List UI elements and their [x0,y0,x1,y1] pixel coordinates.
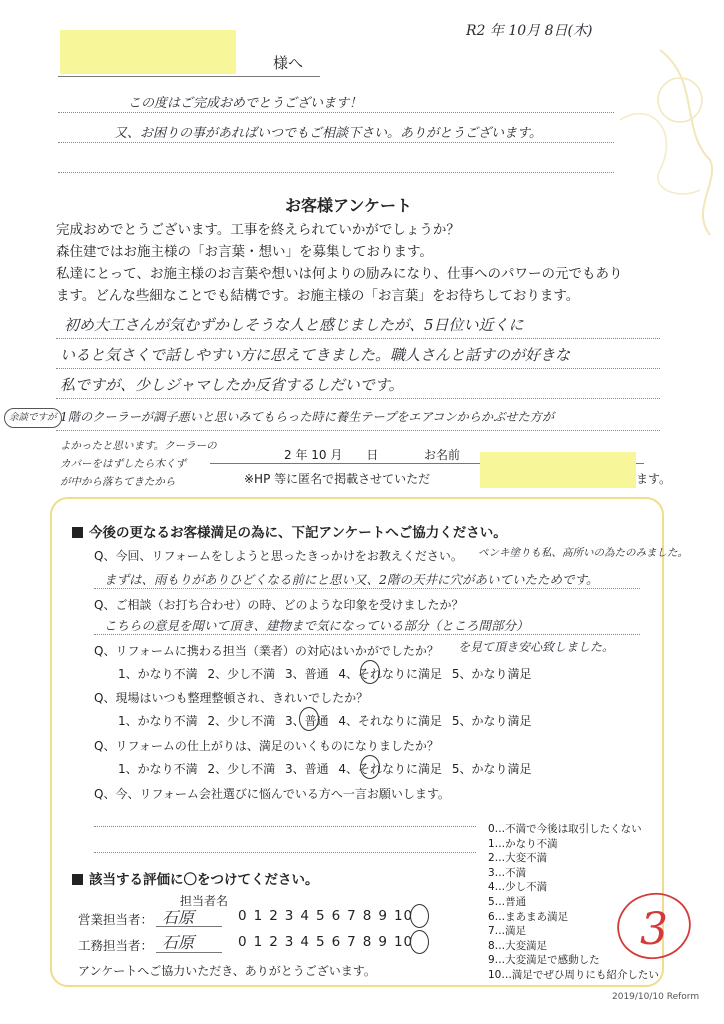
q5-selection-circle [360,755,380,779]
question-4: Q、現場はいつも整理整頓され、きれいでしたか？ [94,691,369,705]
q4-option-1: 1、かなり不満 [118,714,198,728]
comment-rule-1 [56,338,660,339]
work-score-3: 3 [284,934,295,950]
q4-option-2: 2、少し不満 [207,714,276,728]
questionnaire-heading [72,521,507,541]
rating-square-icon [72,874,83,885]
legend-4: 4…少し不満 [488,881,548,894]
comment-rule-2 [56,368,660,369]
name-date: 2 年 10 月 日 [284,448,379,462]
side-note-line-2: カバーをはずしたら木くず [60,458,186,470]
comment-rule-4 [56,430,660,431]
q4-option-3: 3、普通 [284,714,329,728]
question-3: Q、リフォームに携わる担当（業者）の対応はいかがでしたか？ [94,644,439,658]
rating-heading-text: 該当する評価に〇をつけてください。 [89,872,319,888]
footer-stamp: 2019/10/10 Reform [612,992,700,1002]
legend-3: 3…不満 [488,866,527,879]
legend-10: 10…満足でぜひ周りにも紹介したい [488,968,659,981]
legend-9: 9…大変満足で感動した [488,954,600,967]
work-score-9: 9 [378,934,388,950]
consent-text-end: ます。 [636,472,672,486]
sales-score-0: 0 [238,908,248,924]
comment-rule-3 [56,398,660,399]
red-evaluation-mark [612,888,698,964]
q3-option-2: 2、少し不満 [207,667,276,681]
sales-score-9: 9 [378,908,388,924]
rating-heading [72,868,319,888]
redacted-customer-name [480,452,636,488]
question-2: Q、ご相談（お打ち合わせ）の時、どのような印象を受けましたか？ [94,598,464,612]
comment-line-4: 1階のクーラーが調子悪いと思いみてもらった時に養生テープをエアコンからかぶせた方が [60,410,555,424]
q3-option-3: 3、普通 [284,667,329,681]
work-label: 工務担当者： [78,938,154,953]
question-1: Q、今回、リフォームをしようと思ったきっかけをお教えください。 [94,549,463,563]
q3-option-1: 1、かなり不満 [118,667,198,681]
side-note-line-3: が中から落ちてきたから [60,476,176,488]
redacted-recipient-name [60,30,236,74]
answer-1: まずは、雨もりがありひどくなる前にと思い又、2階の天井に穴があいていたためです。 [104,572,599,587]
thanks-text: アンケートへご協力いただき、ありがとうございます。 [78,964,376,978]
message-rule-3 [58,172,614,173]
message-rule-2 [58,142,614,143]
survey-intro-2: 森住建ではお施主様の「お言葉・想い」を募集しております。 [56,244,433,260]
q5-option-1: 1、かなり不満 [118,762,198,776]
comment-line-1: 初め大工さんが気むずかしそうな人と感じましたが、5日位い近くに [64,316,524,334]
sales-score-5: 5 [315,908,326,924]
sales-score-6: 6 [331,908,342,924]
q5-option-4: 4、それなりに満足 [338,762,443,776]
sales-score-7: 7 [347,908,357,924]
q4-option-4: 4、それなりに満足 [338,714,443,728]
work-score-circle [410,930,429,954]
sales-score-3: 3 [284,908,295,924]
person-column-label: 担当者名 [180,894,229,908]
work-score-5: 5 [315,934,326,950]
side-note-line-1: よかったと思います。クーラーの [60,440,217,452]
recipient-underline [58,76,320,77]
q5-option-2: 2、少し不満 [207,762,276,776]
sales-score-circle [410,904,429,928]
q5-option-5: 5、かなり満足 [451,762,532,776]
sales-score-scale [238,908,419,924]
decorative-flourish [560,40,724,240]
question-6: Q、今、リフォーム会社選びに悩んでいる方へ一言お願いします。 [94,787,450,801]
sales-name-underline [156,926,222,927]
handwritten-date: R2 年 10月 8日(木) [466,23,593,39]
work-score-7: 7 [347,934,357,950]
work-score-scale [238,934,419,950]
legend-0: 0…不満で今後は取引したくない [488,823,642,835]
work-score-4: 4 [300,934,310,950]
answer-2-extra: を見て頂き安心致しました。 [458,640,615,654]
q6-rule-2 [94,852,476,853]
sales-name: 石原 [162,908,195,927]
question-5: Q、リフォームの仕上がりは、満足のいくものになりましたか？ [94,739,439,753]
survey-intro-3: 私達にとって、お施主様のお言葉や想いは何よりの励みになり、仕事へのパワーの元でもあり [56,266,623,282]
sales-score-4: 4 [300,908,310,924]
name-label: お名前 [424,448,461,462]
work-score-8: 8 [362,934,373,950]
message-rule-1 [58,112,614,113]
sales-score-8: 8 [362,908,373,924]
legend-1: 1…かなり不満 [488,837,558,850]
comment-line-3: 私ですが、少しジャマしたか反省するしだいです。 [60,376,404,394]
q3-option-4: 4、それなりに満足 [338,667,443,681]
question-3-scale [118,665,538,682]
sales-score-2: 2 [269,908,279,924]
work-name-underline [156,952,222,953]
q4-selection-circle [299,707,319,731]
sales-label: 営業担当者： [78,912,154,927]
red-evaluation-number: 3 [640,904,668,955]
answer-1-extra: ペンキ塗りも私、高所いの為たのみました。 [478,547,688,559]
comment-line-2: いると気さくで話しやすい方に思えてきました。職人さんと話すのが好きな [60,346,571,364]
survey-title: お客様アンケート [285,196,413,215]
recipient-suffix: 様へ [273,54,304,72]
heading-square-icon [72,527,83,538]
sales-score-1: 1 [253,908,264,924]
legend-8: 8…大変満足 [488,939,548,952]
answer-2: こちらの意見を聞いて頂き、建物まで気になっている部分（ところ間部分） [104,618,529,633]
work-name: 石原 [162,933,195,952]
questionnaire-heading-text: 今後の更なるお客様満足の為に、下記アンケートへご協力ください。 [89,525,507,541]
q6-rule-1 [94,826,476,827]
side-note-label: 余談ですが [4,408,62,428]
message-line-2: 又、お困りの事があればいつでもご相談下さい。ありがとうございます。 [114,126,542,141]
q5-option-3: 3、普通 [284,762,329,776]
work-score-1: 1 [253,934,264,950]
work-score-6: 6 [331,934,342,950]
survey-intro-1: 完成おめでとうございます。工事を終えられていかがでしょうか？ [56,222,460,238]
legend-5: 5…普通 [488,895,527,908]
work-score-0: 0 [238,934,248,950]
message-line-1: この度はご完成おめでとうございます！ [128,96,363,111]
answer-1-rule [94,588,640,589]
legend-2: 2…大変不満 [488,852,548,865]
answer-2-rule [94,634,640,635]
q3-selection-circle [360,660,380,684]
sales-score-10: 10 [393,908,414,924]
legend-6: 6…まあまあ満足 [488,910,569,923]
question-4-scale [118,712,538,729]
consent-text: ※HP 等に匿名で掲載させていただ [244,472,431,486]
legend-7: 7…満足 [488,925,527,938]
q3-option-5: 5、かなり満足 [451,667,532,681]
question-5-scale [118,760,538,777]
q4-option-5: 5、かなり満足 [451,714,532,728]
work-score-2: 2 [269,934,279,950]
work-score-10: 10 [393,934,414,950]
survey-intro-4: ます。どんな些細なことでも結構です。お施主様の「お言葉」をお待ちしております。 [56,288,580,304]
